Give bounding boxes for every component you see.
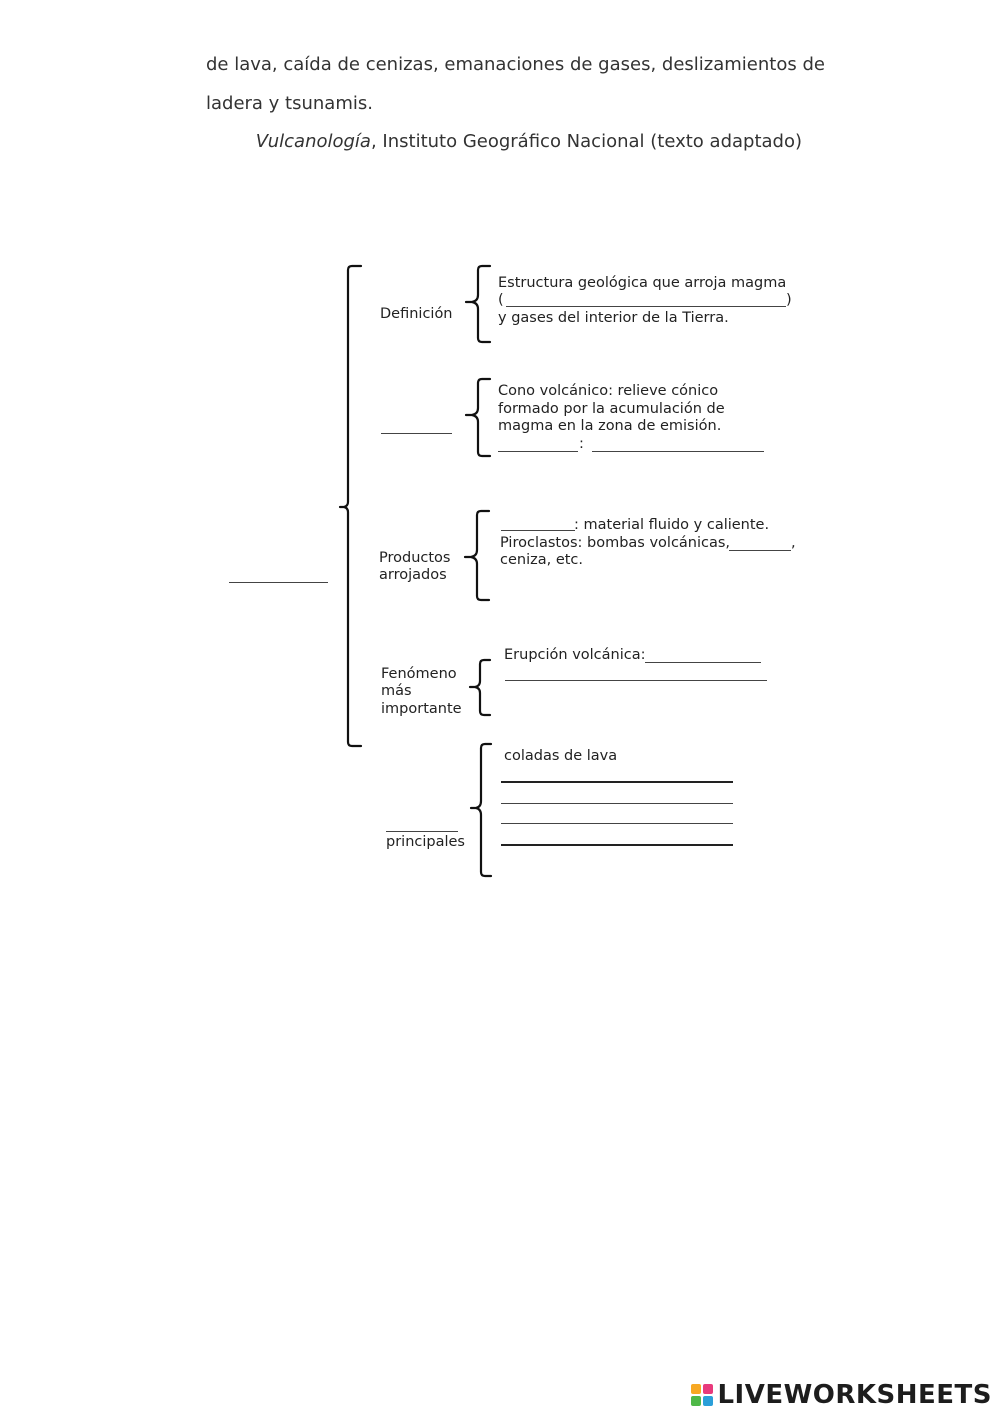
forma-blank-1[interactable] [498, 451, 578, 452]
forma-line-3: magma en la zona de emisión. [498, 418, 722, 434]
citation-source: , Instituto Geográfico Nacional (texto adaptado) [370, 131, 802, 152]
definicion-bracket [466, 266, 490, 342]
category-fenomeno-line-1: Fenómeno [381, 666, 457, 682]
principales-bracket [471, 744, 491, 876]
category-principales-blank[interactable] [386, 831, 458, 832]
main-bracket [340, 266, 361, 746]
productos-blank-2[interactable] [729, 550, 791, 551]
logo-text: LIVEWORKSHEETS [717, 1380, 992, 1410]
liveworksheets-logo [691, 1380, 992, 1410]
principales-blank-1[interactable] [501, 781, 733, 783]
citation-title: Vulcanología [255, 131, 371, 152]
logo-square-1 [691, 1384, 701, 1394]
principales-blank-4[interactable] [501, 844, 733, 846]
logo-mark [691, 1384, 713, 1406]
category-productos-line-1: Productos [379, 550, 451, 566]
fenomeno-line-1: Erupción volcánica: [504, 647, 646, 663]
fenomeno-blank-2[interactable] [505, 680, 767, 681]
productos-bracket [465, 511, 489, 600]
definicion-blank[interactable] [506, 306, 786, 307]
productos-line-3: ceniza, etc. [500, 552, 584, 568]
root-blank[interactable] [229, 582, 328, 583]
fenomeno-blank-1[interactable] [645, 662, 761, 663]
category-forma-blank[interactable] [381, 433, 452, 434]
principales-line-1: coladas de lava [504, 748, 618, 764]
logo-square-4 [703, 1396, 713, 1406]
productos-blank-1[interactable] [501, 530, 575, 531]
paragraph-line-1: de lava, caída de cenizas, emanaciones de gases, deslizamientos de [206, 54, 825, 75]
definicion-line-3: y gases del interior de la Tierra. [498, 310, 729, 326]
category-definicion: Definición [380, 306, 453, 322]
definicion-line-1: Estructura geológica que arroja magma [498, 275, 787, 291]
logo-square-3 [691, 1396, 701, 1406]
category-fenomeno-line-2: más [381, 683, 412, 699]
category-fenomeno-line-3: importante [381, 701, 462, 717]
principales-blank-3[interactable] [501, 823, 733, 824]
forma-bracket [466, 379, 490, 456]
productos-line-1: : material fluido y caliente. [574, 517, 770, 533]
definicion-close-paren: ) [786, 292, 792, 308]
productos-comma: , [791, 535, 796, 551]
principales-blank-2[interactable] [501, 803, 733, 804]
forma-colon: : [579, 436, 584, 452]
forma-blank-2[interactable] [592, 451, 764, 452]
category-productos-line-2: arrojados [379, 567, 447, 583]
productos-line-2: Piroclastos: bombas volcánicas, [500, 535, 731, 551]
paragraph-line-2: ladera y tsunamis. [206, 93, 373, 114]
fenomeno-bracket [470, 660, 490, 715]
forma-line-2: formado por la acumulación de [498, 401, 725, 417]
forma-line-1: Cono volcánico: relieve cónico [498, 383, 719, 399]
definicion-open-paren: ( [498, 292, 504, 308]
logo-square-2 [703, 1384, 713, 1394]
category-principales: principales [386, 834, 465, 850]
